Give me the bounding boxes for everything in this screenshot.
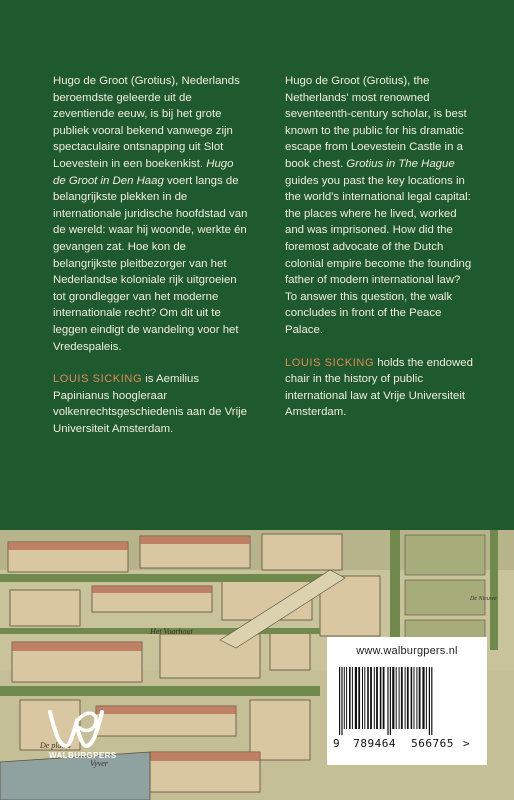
- barcode-bar: [390, 667, 391, 735]
- walburgpers-logo-icon: [46, 706, 106, 750]
- map-label-nieuwe: De Nieuwe: [470, 596, 497, 602]
- barcode-bar: [387, 667, 388, 735]
- barcode-bar: [339, 667, 340, 735]
- barcode-bar: [367, 667, 369, 729]
- isbn-barcode: [327, 637, 487, 765]
- barcode-bar: [352, 667, 353, 729]
- barcode-bar: [344, 667, 345, 729]
- barcode-bar: [416, 667, 417, 729]
- english-column: [285, 73, 475, 421]
- english-blurb: [285, 73, 475, 339]
- english-author-bio: [285, 355, 475, 421]
- map-label-plaats: De plaats: [40, 741, 71, 750]
- dutch-author-bio: [53, 371, 248, 437]
- dutch-author-name: LOUIS SICKING: [53, 373, 143, 386]
- barcode-bar: [426, 667, 427, 729]
- barcode-bar: [380, 667, 382, 729]
- isbn-end-mark: >: [463, 737, 471, 750]
- barcode-bar: [355, 667, 357, 729]
- english-bio-text: holds the endowed chair in the history of public international law at Vrije Universiteit Amsterdam.: [285, 356, 473, 419]
- barcode-bar: [407, 667, 409, 729]
- isbn-group-2: 566765: [411, 737, 454, 750]
- barcode-bar: [405, 667, 406, 729]
- dutch-book-title: Hugo de Groot in Den Haag: [53, 157, 234, 187]
- barcode-bar: [362, 667, 363, 729]
- barcode-bar: [431, 667, 432, 735]
- dutch-column: [53, 73, 248, 437]
- map-label-voorhout: Het Voorhout: [150, 627, 193, 636]
- barcode-bar: [399, 667, 400, 729]
- barcode-bars: [335, 667, 479, 735]
- dutch-blurb-part-1: Hugo de Groot (Grotius), Nederlands beroemdste geleerde uit de zeventiende eeuw, is bij het grote publiek vooral bekend vanwege zijn spectaculaire ontsnapping uit Slot Loevestein in een boekenkist.: [53, 75, 240, 170]
- english-blurb-part-2: guides you past the key locations in the world's international legal capital: the places where he lived, worked and was imprisoned. How did the foremost advocate of the Dutch colonial empire become the founding father of modern international law? To answer this question, the walk concludes in front of the Peace Palace.: [285, 174, 472, 336]
- barcode-bar: [429, 667, 430, 735]
- dutch-blurb-part-2: voert langs de belangrijkste plekken in de internationale juridische hoofdstad van de wereld: waar hij woonde, werkte én gevangen zat. Hoe kon de belangrijkste pleitbezorger van het Nederlandse koloniale rijk uitgroeien tot grondlegger van het moderne internationale recht? Om dit uit te leggen eindigt de wandeling voor het Vredespaleis.: [53, 174, 248, 353]
- isbn-lead-digit: 9: [333, 737, 341, 750]
- barcode-bar: [396, 667, 397, 729]
- barcode-bar: [422, 667, 424, 729]
- barcode-bar: [346, 667, 347, 729]
- barcode-bar: [370, 667, 372, 729]
- barcode-bar: [392, 667, 394, 729]
- isbn-group-1: 789464: [353, 737, 396, 750]
- barcode-bar: [364, 667, 365, 729]
- barcode-bar: [374, 667, 375, 729]
- barcode-bar: [411, 667, 413, 729]
- english-blurb-part-1: Hugo de Groot (Grotius), the Netherlands' most renowned seventeenth-century scholar, is best known to the public for his dramatic escape from Loevestein Castle in a book chest.: [285, 75, 467, 170]
- dutch-bio-text: is Aemilius Papinianus hoogleraar volkenrechtsgeschiedenis aan de Vrije Universiteit Amsterdam.: [53, 373, 247, 435]
- barcode-bar: [376, 667, 378, 729]
- isbn-digits: [333, 737, 483, 750]
- barcode-bar: [383, 667, 385, 729]
- map-label-vyver: Vyver: [90, 759, 108, 768]
- publisher-logo: [46, 706, 136, 776]
- barcode-bar: [401, 667, 403, 729]
- barcode-bar: [341, 667, 342, 735]
- english-author-name: LOUIS SICKING: [285, 356, 375, 369]
- barcode-bar: [419, 667, 421, 729]
- publisher-name: WALBURGPERS: [49, 751, 117, 760]
- barcode-bar: [414, 667, 415, 729]
- barcode-bar: [358, 667, 360, 729]
- barcode-bar: [349, 667, 351, 729]
- dutch-blurb: [53, 73, 248, 355]
- publisher-url[interactable]: www.walburgpers.nl: [356, 645, 458, 657]
- english-book-title: Grotius in The Hague: [346, 157, 455, 170]
